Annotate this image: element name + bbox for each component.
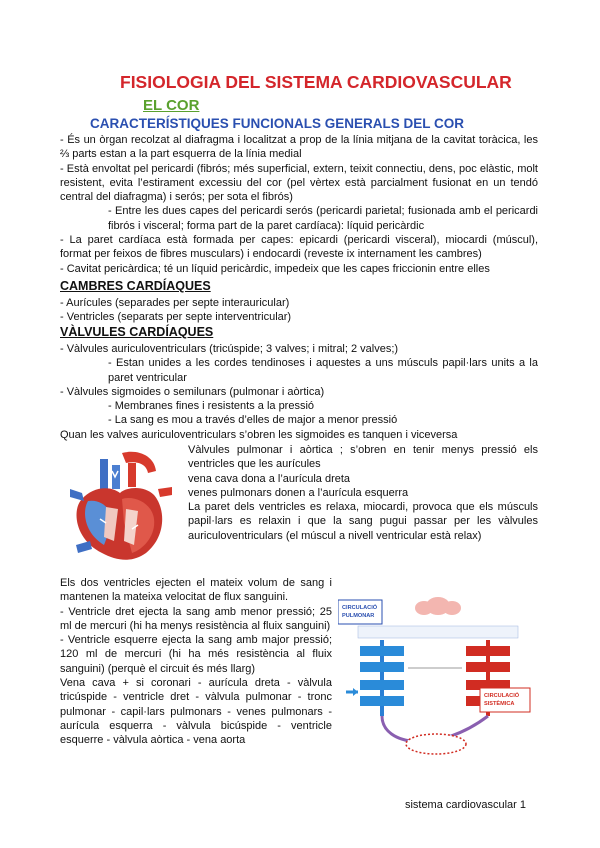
page-title: FISIOLOGIA DEL SISTEMA CARDIOVASCULAR	[120, 72, 512, 92]
box-left-ventricle	[466, 646, 510, 656]
left-block	[60, 576, 332, 748]
paragraph: - És un òrgan recolzat al diafragma i localitzat a prop de la línia mitjana de la cavitat toràcica, les ⅔ parts estan a la part esquerra de la línia medial	[60, 134, 538, 161]
list-item: - Estan unides a les cordes tendinoses i aquestes a uns músculs papil·lars units a la paret ventricular	[108, 357, 538, 384]
heading-cambres: CAMBRES CARDÍAQUES	[60, 279, 211, 293]
paragraph: - Ventricle dret ejecta la sang amb menor pressió; 25 ml de mercuri (hi ha menys resistència al fluix sanguini)	[60, 605, 332, 632]
label-pulmonar: PULMONAR	[342, 613, 375, 619]
label-circulacio-sist: CIRCULACIÓ	[484, 693, 520, 699]
label-circulacio: CIRCULACIÓ	[342, 605, 378, 611]
list-item: - Aurícules (separades per septe interauricular)	[60, 297, 290, 309]
paragraph: - Cavitat pericàrdica; té un líquid pericàrdic, impedeix que les capes friccionin entre elles	[60, 262, 490, 275]
paragraph: - Entre les dues capes del pericardi serós (pericardi parietal; fusionada amb el pericardi fibrós i visceral; forma part de la paret cardíaca): líquid pericàrdic	[108, 205, 538, 232]
paragraph: - La paret cardíaca està formada per capes: epicardi (pericardi visceral), miocardi (múscul), format per feixos de fibres musculars) i endocardi (reveste ix internament les cambres)	[60, 234, 538, 261]
paragraph: Vena cava + si coronari - aurícula dreta - vàlvula tricúspide - ventricle dret - vàlvula pulmonar - tronc pulmonar - capil·lars pulmonars - venes pulmonars - aurícula esquerra - vàlvula bicúspide - ventricle esquerre - vàlvula aòrtica - vena aorta	[60, 677, 332, 747]
box-right-ventricle	[360, 646, 404, 656]
list-item: - Ventricles (separats per septe interventricular)	[60, 311, 292, 324]
list-item: - Vàlvules auriculoventriculars (tricúspide; 3 valves; i mitral; 2 valves;)	[60, 343, 399, 355]
paragraph: La paret dels ventricles es relaxa, miocardi, provoca que els músculs papil·lars es relaxin i que la sang pugui passar per les vàlvules auriculoventriculars (el múscul a nivell ventricular està relax)	[188, 501, 538, 542]
list-item: - Membranes fines i resistents a la pressió	[108, 400, 315, 413]
valvules-block	[60, 342, 538, 442]
paragraph: Quan les valves auriculoventriculars s’obren les sigmoides es tanquen i viceversa	[60, 428, 458, 441]
cambres-block	[60, 296, 538, 325]
list-item: - Vàlvules sigmoides o semilunars (pulmonar i aòrtica)	[60, 385, 325, 398]
paragraph: - Està envoltat pel pericardi (fibrós; més superficial, extern, teixit connectiu, dens, poc elàstic, molt resistent, evita l’estirament excessiu del cor (pel vèrtex està parcialment fusionat en un tendó central del diafragma) i serós; per sota el fibrós)	[60, 162, 538, 204]
heart-illustration	[62, 449, 180, 567]
paragraph: vena cava dona a l’aurícula dreta	[188, 472, 351, 485]
paragraph: Els dos ventricles ejecten el mateix volum de sang i mantenen la mateixa velocitat de flux sanguini.	[60, 577, 332, 604]
label-sistemica: SISTÈMICA	[484, 701, 515, 707]
page-footer: sistema cardiovascular 1	[404, 799, 526, 811]
right-block	[188, 443, 538, 543]
intro-block	[60, 133, 538, 276]
capillaries-illustration	[406, 734, 466, 754]
paragraph: Vàlvules pulmonar i aòrtica ; s’obren en tenir menys pressió els ventricles que les aurícules	[188, 444, 538, 471]
paragraph: - Ventricle esquerre ejecta la sang amb major pressió; 120 ml de mercuri (hi ha més resistència al fluix sanguini) (perquè el circuit és més llarg)	[60, 634, 332, 675]
subtitle-el-cor: EL COR	[143, 97, 200, 114]
list-item: - La sang es mou a través d’elles de major a menor pressió	[108, 414, 398, 427]
circulation-diagram	[338, 596, 548, 764]
paragraph: venes pulmonars donen a l’aurícula esquerra	[188, 486, 409, 499]
section-title: CARACTERÍSTIQUES FUNCIONALS GENERALS DEL COR	[90, 116, 465, 131]
heading-valvules: VÀLVULES CARDÍAQUES	[60, 325, 214, 339]
